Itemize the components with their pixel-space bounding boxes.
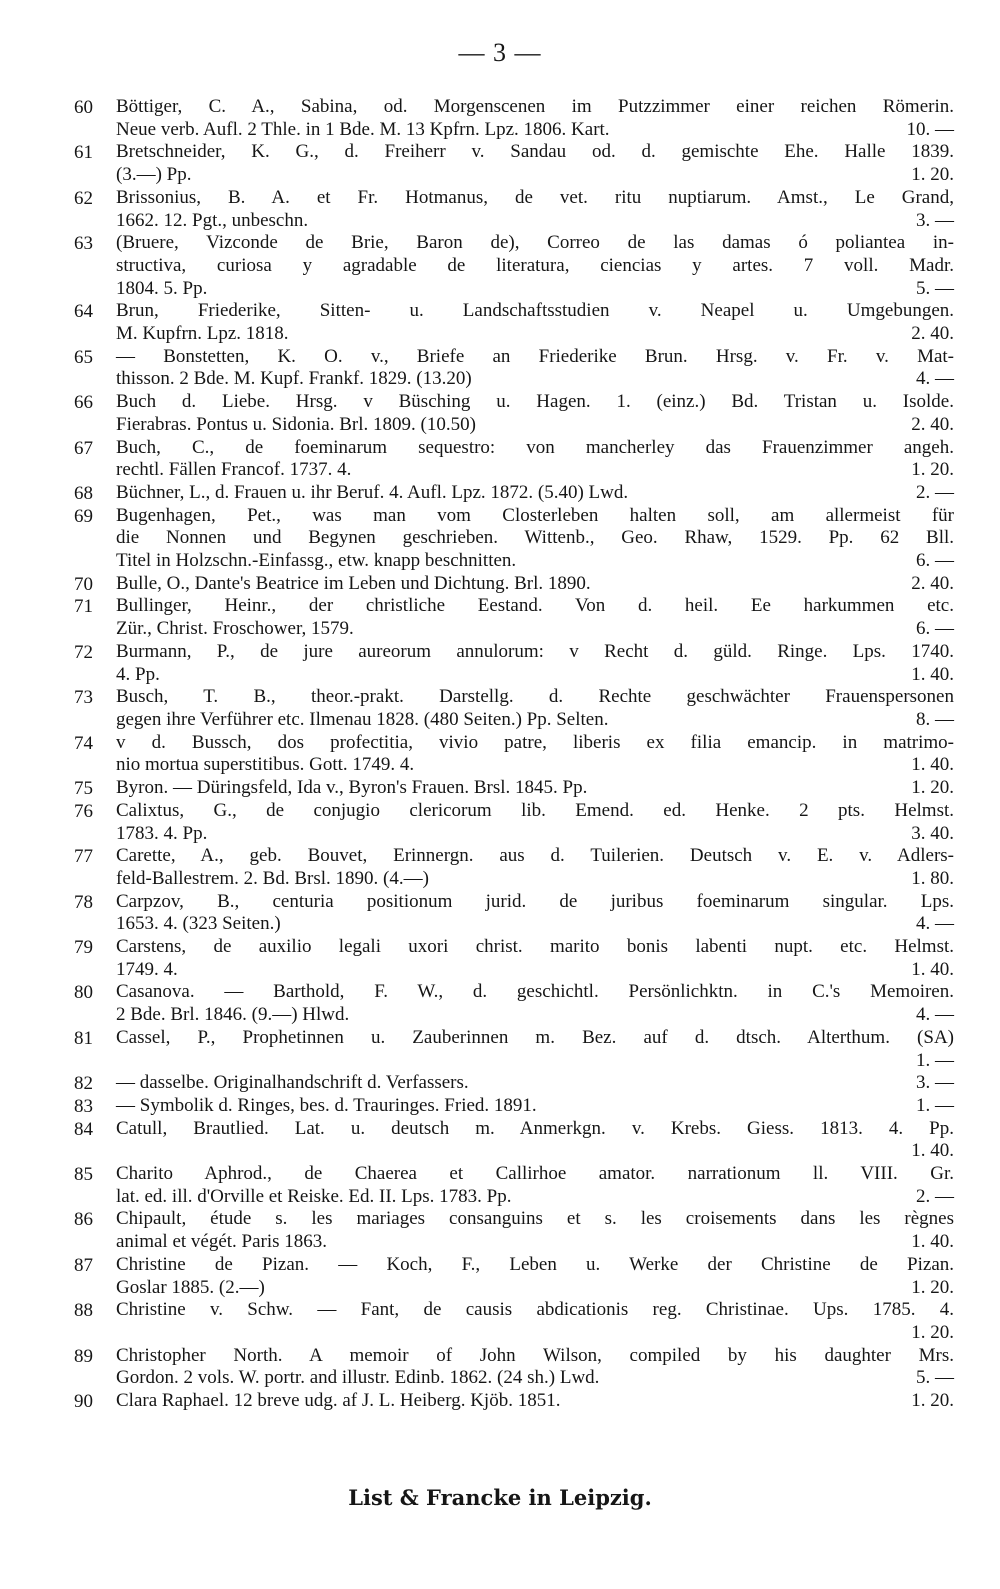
entry-text-line: M. Kupfrn. Lpz. 1818. 2. 40.: [116, 323, 954, 345]
entry-text-line: Casanova. — Barthold, F. W., d. geschichtl. Persönlichktn. in C.'s Memoiren.: [116, 981, 954, 1003]
entry-text-line: Byron. — Düringsfeld, Ida v., Byron's Frauen. Brsl. 1845. Pp. 1. 20.: [116, 777, 954, 799]
entry-number: 75: [74, 778, 93, 800]
entry-price: 5. —: [916, 1367, 954, 1389]
entry-number: 82: [74, 1073, 93, 1095]
entry-price: 1. —: [916, 1049, 954, 1071]
entry-price: 1. 20.: [911, 1276, 954, 1298]
entry-number: 71: [74, 596, 93, 618]
entry-text-line: Christopher North. A memoir of John Wilson, compiled by his daughter Mrs.: [116, 1344, 954, 1366]
catalog-entry: [74, 1254, 954, 1299]
entry-text-line: Brun, Friederike, Sitten- u. Landschaftsstudien v. Neapel u. Umgebungen.: [116, 300, 954, 322]
entry-price: 2. 40.: [911, 572, 954, 594]
entry-text-line: Charito Aphrod., de Chaerea et Callirhoe amator. narrationum ll. VIII. Gr.: [116, 1163, 954, 1185]
entry-number: 88: [74, 1300, 93, 1322]
catalog-entry: [74, 1118, 954, 1163]
entry-number: 61: [74, 142, 93, 164]
publisher-footer: List & Francke in Leipzig.: [348, 1485, 652, 1510]
entry-number: 73: [74, 687, 93, 709]
entry-text-line: [116, 1140, 954, 1163]
entry-number: 86: [74, 1209, 93, 1231]
entry-price: 1. 40.: [911, 663, 954, 685]
entry-text-line: animal et végét. Paris 1863. 1. 40.: [116, 1231, 954, 1253]
entry-number: 63: [74, 233, 93, 255]
entry-price: 1. —: [916, 1094, 954, 1116]
entry-text-line: die Nonnen und Begynen geschrieben. Wittenb., Geo. Rhaw, 1529. Pp. 62 Bll.: [116, 527, 954, 549]
entry-text-line: lat. ed. ill. d'Orville et Reiske. Ed. II. Lps. 1783. Pp. 2. —: [116, 1185, 954, 1207]
entry-price: 1. 20.: [911, 1321, 954, 1343]
entry-price: 2. —: [916, 1185, 954, 1207]
entry-number: 60: [74, 97, 93, 118]
entry-price: 1. 20.: [911, 777, 954, 799]
entry-text-line: Cassel, P., Prophetinnen u. Zauberinnen m. Bez. auf d. dtsch. Alterthum. (SA): [116, 1026, 954, 1048]
catalog-entry: [74, 641, 954, 686]
entry-number: 64: [74, 301, 93, 323]
entry-text-line: Titel in Holzschn.-Einfassg., etw. knapp beschnitten. 6. —: [116, 550, 954, 572]
catalog-entry: [74, 1390, 954, 1413]
entry-price: 1. 40.: [911, 958, 954, 980]
catalog-entry: [74, 936, 954, 981]
entry-number: 85: [74, 1164, 93, 1186]
entry-text-line: 1749. 4. 1. 40.: [116, 958, 954, 980]
catalog-entry: [74, 891, 954, 936]
entry-number: 83: [74, 1095, 93, 1117]
entry-price: 2. —: [916, 481, 954, 503]
entry-price: 1. 40.: [911, 1231, 954, 1253]
page-number: — 3 —: [458, 38, 542, 67]
entry-number: 74: [74, 732, 93, 754]
entry-price: 2. 40.: [911, 413, 954, 435]
entry-text-line: Buch d. Liebe. Hrsg. v Büsching u. Hagen. 1. (einz.) Bd. Tristan u. Isolde.: [116, 391, 954, 413]
entry-price: 3. —: [916, 1072, 954, 1094]
entry-price: 1. 40.: [911, 754, 954, 776]
catalog-entry: [74, 981, 954, 1026]
catalog-entry: [74, 1208, 954, 1253]
entry-price: 5. —: [916, 277, 954, 299]
entry-text-line: Gordon. 2 vols. W. portr. and illustr. Edinb. 1862. (24 sh.) Lwd. 5. —: [116, 1367, 954, 1389]
entry-text-line: Büchner, L., d. Frauen u. ihr Beruf. 4. Aufl. Lpz. 1872. (5.40) Lwd. 2. —: [116, 481, 954, 503]
entry-text-line: Buch, C., de foeminarum sequestro: von mancherley das Frauenzimmer angeh.: [116, 436, 954, 458]
entry-text-line: Christine de Pizan. — Koch, F., Leben u. Werke der Christine de Pizan.: [116, 1253, 954, 1275]
entry-number: 72: [74, 641, 93, 663]
entry-text-line: Burmann, P., de jure aureorum annulorum: v Recht d. güld. Ringe. Lps. 1740.: [116, 640, 954, 662]
catalog-entry: [74, 845, 954, 890]
entry-list: [74, 96, 954, 1413]
entry-price: 3. —: [916, 209, 954, 231]
catalog-entry: [74, 141, 954, 186]
entry-text-line: Christine v. Schw. — Fant, de causis abdicationis reg. Christinae. Ups. 1785. 4.: [116, 1299, 954, 1321]
entry-price: 4. —: [916, 913, 954, 935]
catalog-entry: [74, 1027, 954, 1072]
entry-number: 77: [74, 846, 93, 868]
catalog-entry: [74, 1072, 954, 1095]
entry-text-line: 4. Pp. 1. 40.: [116, 663, 954, 685]
catalog-entry: [74, 482, 954, 505]
catalog-entry: [74, 1345, 954, 1390]
entry-number: 78: [74, 891, 93, 913]
entry-text-line: Bulle, O., Dante's Beatrice im Leben und Dichtung. Brl. 1890. 2. 40.: [116, 572, 954, 594]
entry-price: 1. 20.: [911, 459, 954, 481]
entry-text-line: Bullinger, Heinr., der christliche Eestand. Von d. heil. Ee harkummen etc.: [116, 595, 954, 617]
entry-text-line: Clara Raphael. 12 breve udg. af J. L. Heiberg. Kjöb. 1851. 1. 20.: [116, 1390, 954, 1412]
entry-text-line: rechtl. Fällen Francof. 1737. 4. 1. 20.: [116, 459, 954, 481]
entry-text-line: — Symbolik d. Ringes, bes. d. Trauringes. Fried. 1891. 1. —: [116, 1094, 954, 1116]
entry-text-line: Carpzov, B., centuria positionum jurid. de juribus foeminarum singular. Lps.: [116, 890, 954, 912]
entry-price: 1. 80.: [911, 867, 954, 889]
entry-number: 62: [74, 187, 93, 209]
entry-text-line: Böttiger, C. A., Sabina, od. Morgenscenen im Putzzimmer einer reichen Römerin.: [116, 96, 954, 117]
entry-number: 67: [74, 437, 93, 459]
entry-price: 2. 40.: [911, 323, 954, 345]
entry-text-line: [116, 1322, 954, 1345]
entry-text-line: [116, 1050, 954, 1073]
entry-text-line: 1662. 12. Pgt., unbeschn. 3. —: [116, 209, 954, 231]
entry-number: 66: [74, 392, 93, 414]
entry-number: 84: [74, 1118, 93, 1140]
catalog-entry: [74, 732, 954, 777]
entry-text-line: — Bonstetten, K. O. v., Briefe an Friederike Brun. Hrsg. v. Fr. v. Mat-: [116, 345, 954, 367]
catalog-entry: [74, 187, 954, 232]
entry-number: 69: [74, 505, 93, 527]
entry-price: 4. —: [916, 1004, 954, 1026]
entry-text-line: thisson. 2 Bde. M. Kupf. Frankf. 1829. (13.20) 4. —: [116, 368, 954, 390]
entry-number: 68: [74, 482, 93, 504]
catalog-entry: [74, 573, 954, 596]
catalog-entry: [74, 1299, 954, 1344]
entry-price: 8. —: [916, 708, 954, 730]
catalog-entry: [74, 300, 954, 345]
entry-number: 65: [74, 346, 93, 368]
entry-text-line: structiva, curiosa y agradable de literatura, ciencias y artes. 7 voll. Madr.: [116, 254, 954, 276]
entry-text-line: Goslar 1885. (2.—) 1. 20.: [116, 1276, 954, 1298]
entry-number: 79: [74, 937, 93, 959]
entry-text-line: 2 Bde. Brl. 1846. (9.—) Hlwd. 4. —: [116, 1004, 954, 1026]
entry-text-line: — dasselbe. Originalhandschrift d. Verfassers. 3. —: [116, 1072, 954, 1094]
entry-number: 81: [74, 1027, 93, 1049]
entry-price: 4. —: [916, 368, 954, 390]
catalog-entry: [74, 1095, 954, 1118]
entry-price: 1. 40.: [911, 1140, 954, 1162]
entry-text-line: Fierabras. Pontus u. Sidonia. Brl. 1809. (10.50) 2. 40.: [116, 413, 954, 435]
entry-text-line: (Bruere, Vizconde de Brie, Baron de), Correo de las damas ó poliantea in-: [116, 232, 954, 254]
entry-text-line: Carette, A., geb. Bouvet, Erinnergn. aus d. Tuilerien. Deutsch v. E. v. Adlers-: [116, 845, 954, 867]
entry-text-line: nio mortua superstitibus. Gott. 1749. 4. 1. 40.: [116, 754, 954, 776]
entry-number: 80: [74, 982, 93, 1004]
entry-text-line: 1804. 5. Pp. 5. —: [116, 277, 954, 299]
entry-number: 87: [74, 1254, 93, 1276]
entry-text-line: Bretschneider, K. G., d. Freiherr v. Sandau od. d. gemischte Ehe. Halle 1839.: [116, 141, 954, 163]
entry-number: 70: [74, 573, 93, 595]
entry-text-line: 1653. 4. (323 Seiten.) 4. —: [116, 913, 954, 935]
catalog-entry: [74, 391, 954, 436]
entry-text-line: (3.—) Pp. 1. 20.: [116, 164, 954, 186]
catalog-entry: [74, 232, 954, 300]
entry-price: 3. 40.: [911, 822, 954, 844]
entry-text-line: v d. Bussch, dos profectitia, vivio patre, liberis ex filia emancip. in matrimo-: [116, 731, 954, 753]
entry-price: 6. —: [916, 550, 954, 572]
catalog-entry: [74, 595, 954, 640]
entry-text-line: Chipault, étude s. les mariages consanguins et s. les croisements dans les règnes: [116, 1208, 954, 1230]
entry-text-line: 1783. 4. Pp. 3. 40.: [116, 822, 954, 844]
entry-text-line: Catull, Brautlied. Lat. u. deutsch m. Anmerkgn. v. Krebs. Giess. 1813. 4. Pp.: [116, 1117, 954, 1139]
catalog-entry: [74, 346, 954, 391]
entry-text-line: Brissonius, B. A. et Fr. Hotmanus, de vet. ritu nuptiarum. Amst., Le Grand,: [116, 186, 954, 208]
entry-text-line: Neue verb. Aufl. 2 Thle. in 1 Bde. M. 13 Kpfrn. Lpz. 1806. Kart. 10. —: [116, 118, 954, 140]
entry-text-line: Bugenhagen, Pet., was man vom Closterleben halten soll, am allermeist für: [116, 504, 954, 526]
entry-number: 89: [74, 1345, 93, 1367]
entry-text-line: Carstens, de auxilio legali uxori christ. marito bonis labenti nupt. etc. Helmst.: [116, 936, 954, 958]
catalog-entry: [74, 96, 954, 141]
catalog-entry: [74, 505, 954, 573]
catalog-entry: [74, 800, 954, 845]
entry-text-line: Zür., Christ. Froschower, 1579. 6. —: [116, 618, 954, 640]
entry-text-line: Calixtus, G., de conjugio clericorum lib. Emend. ed. Henke. 2 pts. Helmst.: [116, 799, 954, 821]
catalog-entry: [74, 437, 954, 482]
entry-price: 6. —: [916, 618, 954, 640]
entry-number: 76: [74, 800, 93, 822]
catalog-entry: [74, 1163, 954, 1208]
entry-number: 90: [74, 1391, 93, 1413]
entry-price: 1. 20.: [911, 1390, 954, 1412]
entry-text-line: Busch, T. B., theor.-prakt. Darstellg. d. Rechte geschwächter Frauenspersonen: [116, 686, 954, 708]
entry-price: 1. 20.: [911, 164, 954, 186]
entry-text-line: feld-Ballestrem. 2. Bd. Brsl. 1890. (4.—) 1. 80.: [116, 867, 954, 889]
catalog-entry: [74, 777, 954, 800]
catalog-entry: [74, 686, 954, 731]
entry-price: 10. —: [906, 118, 954, 140]
entry-text-line: gegen ihre Verführer etc. Ilmenau 1828. (480 Seiten.) Pp. Selten. 8. —: [116, 708, 954, 730]
